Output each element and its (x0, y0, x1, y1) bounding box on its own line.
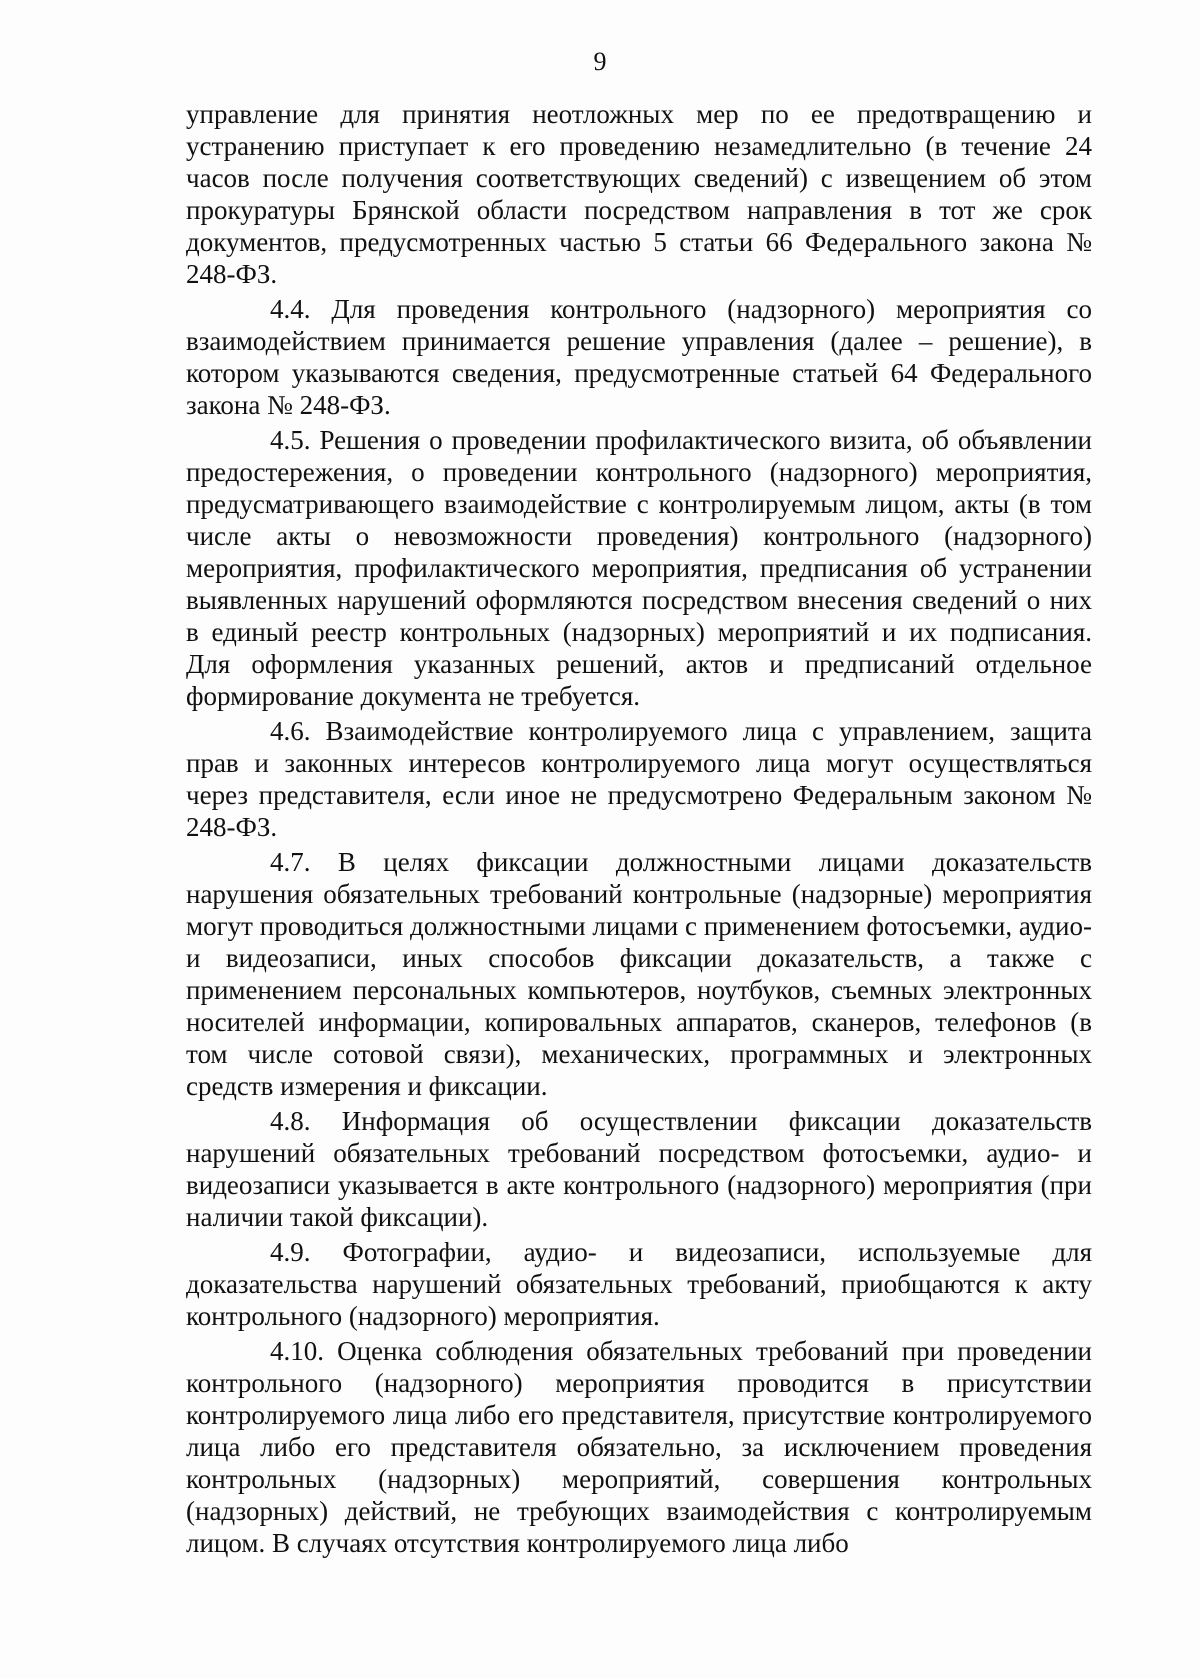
paragraph-4-8: 4.8. Информация об осуществлении фиксации доказательств нарушений обязательных требований посредством фотосъемки, аудио- и видеозаписи указывается в акте контрольного (надзорного) мероприятия (при наличии такой фиксации). (186, 1106, 1092, 1232)
paragraph-4-9: 4.9. Фотографии, аудио- и видеозаписи, используемые для доказательства нарушений обязательных требований, приобщаются к акту контрольного (надзорного) мероприятия. (186, 1237, 1092, 1331)
paragraph-4-10: 4.10. Оценка соблюдения обязательных требований при проведении контрольного (надзорного) мероприятия проводится в присутствии контролируемого лица либо его представителя, присутствие контролируемого лица либо его представителя обязательно, за исключением проведения контрольных (надзорных) мероприятий, совершения контрольных (надзорных) действий, не требующих взаимодействия с контролируемым лицом. В случаях отсутствия контролируемого лица либо (186, 1336, 1092, 1558)
paragraph-continuation: управление для принятия неотложных мер по ее предотвращению и устранению приступает к его проведению незамедлительно (в течение 24 часов после получения соответствующих сведений) с извещением об этом прокуратуры Брянской области посредством направления в тот же срок документов, предусмотренных частью 5 статьи 66 Федерального закона № 248-ФЗ. (186, 99, 1092, 289)
paragraph-4-5: 4.5. Решения о проведении профилактического визита, об объявлении предостережения, о проведении контрольного (надзорного) мероприятия, предусматривающего взаимодействие с контролируемым лицом, акты (в том числе акты о невозможности проведения) контрольного (надзорного) мероприятия, профилактического мероприятия, предписания об устранении выявленных нарушений оформляются посредством внесения сведений о них в единый реестр контрольных (надзорных) мероприятий и их подписания. Для оформления указанных решений, актов и предписаний отдельное формирование документа не требуется. (186, 425, 1092, 711)
paragraph-4-6: 4.6. Взаимодействие контролируемого лица с управлением, защита прав и законных интересов контролируемого лица могут осуществляться через представителя, если иное не предусмотрено Федеральным законом № 248-ФЗ. (186, 716, 1092, 842)
paragraph-4-4: 4.4. Для проведения контрольного (надзорного) мероприятия со взаимодействием принимается решение управления (далее – решение), в котором указываются сведения, предусмотренные статьей 64 Федерального закона № 248-ФЗ. (186, 294, 1092, 420)
paragraph-4-7: 4.7. В целях фиксации должностными лицами доказательств нарушения обязательных требований контрольные (надзорные) мероприятия могут проводиться должностными лицами с применением фотосъемки, аудио- и видеозаписи, иных способов фиксации доказательств, а также с применением персональных компьютеров, ноутбуков, съемных электронных носителей информации, копировальных аппаратов, сканеров, телефонов (в том числе сотовой связи), механических, программных и электронных средств измерения и фиксации. (186, 847, 1092, 1101)
document-body (186, 98, 1092, 1562)
page-number: 9 (593, 47, 607, 76)
